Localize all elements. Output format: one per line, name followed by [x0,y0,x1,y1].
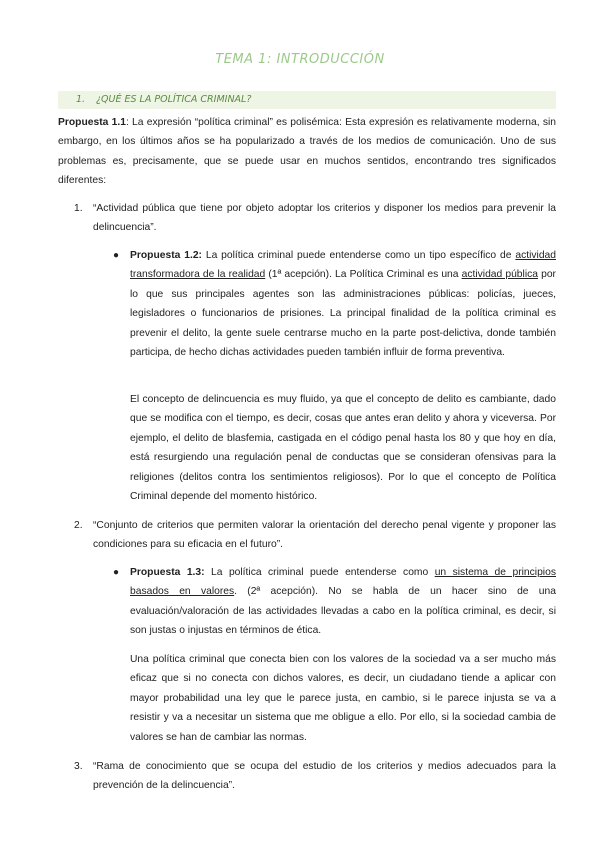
proposal-text: por lo que sus principales agentes son las administraciones públicas: policías, jueces, legisladores o funcionarios de prisiones. La principal finalidad de la política criminal es prevenir el delito, la gente suele centrarse mucho en la parte post-delictiva, donde también participa, de hecho dichas actividades pueden también influir de forma preventiva. [130,269,556,359]
list-item-text-1: “Actividad pública que tiene por objeto adoptar los criterios y disponer los medios para prevenir la delincuencia”. [93,203,556,234]
proposal-underlined: actividad transformadora de la realidad [130,250,556,281]
intro-paragraph [58,113,556,191]
list-item-number-1: 1. [74,203,83,214]
proposal-label: Propuesta 1.3: [130,567,205,578]
list-item-text-3: “Rama de conocimiento que se ocupa del estudio de los criterios y medios adecuados para la prevención de la delincuencia”. [93,761,556,792]
bullet-icon: ● [113,567,120,578]
bullet-icon: ● [113,250,120,261]
list-item-number-2: 2. [74,520,83,531]
list-item-text-2: “Conjunto de criterios que permiten valorar la orientación del derecho penal vigente y proponer las condiciones para su eficacia en el futuro”. [93,520,556,551]
proposal-underlined: actividad pública [461,269,538,281]
proposal-label: Propuesta 1.2: [130,250,202,261]
proposal-text: La política criminal puede entenderse como [204,567,435,578]
section-heading [58,91,556,109]
proposal-underlined: un sistema de principios basados en valores [130,567,556,598]
paragraph-valores: Una política criminal que conecta bien con los valores de la sociedad va a ser mucho más eficaz que si no conecta con dichos valores, es decir, un ciudadano tiende a aplicar con mayor probabilidad una ley que le parece justa, en cambio, si le parece injusta se va a resistir y va a necesitar un sistema que me obligue a ello. Por ello, si la sociedad cambia de valores se han de cambiar las normas. [130,654,556,743]
list-item-number-3: 3. [74,761,83,772]
section-number: 1. [76,94,86,105]
paragraph-delincuencia: El concepto de delincuencia es muy fluido, ya que el concepto de delito es cambiante, dado que se modifica con el tiempo, es decir, cosas que antes eran delito y ahora y viceversa. Por ejemplo, el delito de blasfemia, castigada en el código penal hasta los 80 y que hoy en día, está resurgiendo una regulación penal de conductas que se consideran ofensivas para la religiones (delitos contra los sentimientos religiosos). Por lo que el concepto de Política Criminal depende del momento histórico. [130,394,556,503]
intro-label: Propuesta 1.1 [58,117,126,128]
intro-text: : La expresión “política criminal” es polisémica: Esta expresión es relativamente moderna, sin embargo, en los últimos años se ha popularizado a través de los medios de comunicación. Uno de sus problemas es, precisamente, que se puede usar en muchos sentidos, encontrando tres significados diferentes: [58,117,556,187]
proposal-text: . (2ª acepción). No se habla de un hacer sino de una evaluación/valoración de las actividades llevadas a cabo en la política criminal, es decir, si son justas o injustas en términos de ética. [130,586,556,637]
proposal-1-3 [130,563,556,641]
proposal-1-2 [130,246,556,362]
proposal-text: La política criminal puede entenderse como un tipo específico de [201,250,516,261]
proposal-text: (1ª acepción). La Política Criminal es una [265,269,462,281]
page-title: TEMA 1: INTRODUCCIÓN [215,52,385,67]
section-label: ¿QUÉ ES LA POLÍTICA CRIMINAL? [96,94,252,105]
